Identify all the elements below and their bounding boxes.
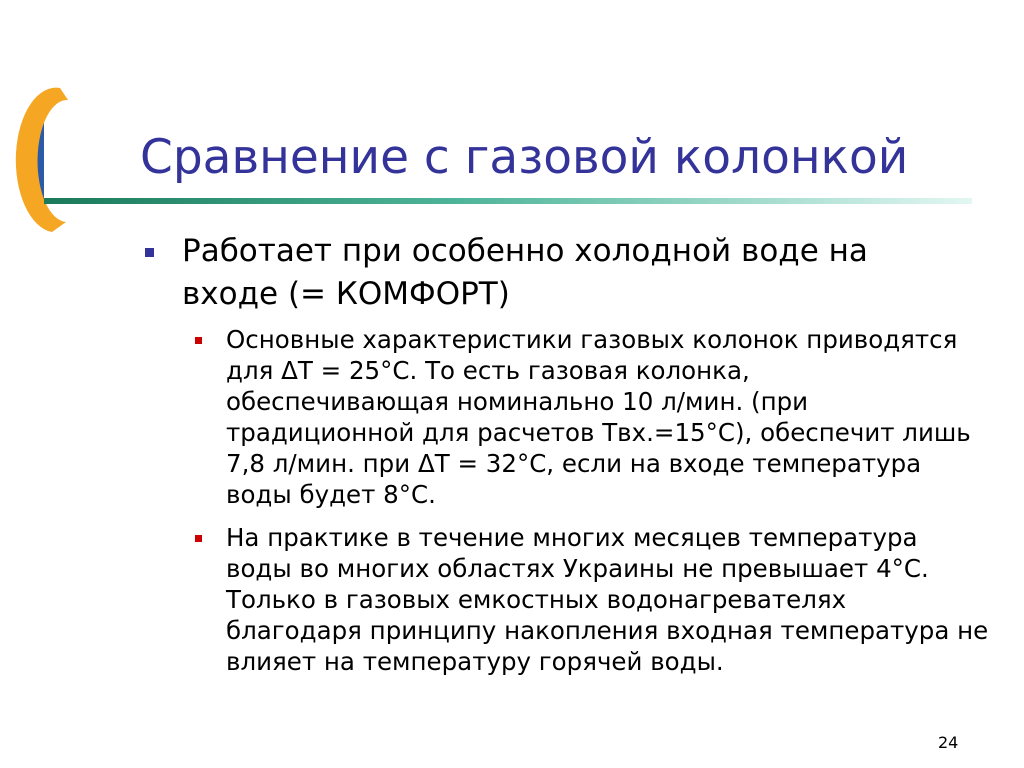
sub-bullet-list: [140, 324, 1000, 677]
sub-bullet-2: [140, 522, 1000, 677]
square-bullet-icon: [195, 535, 202, 542]
sub-bullet-1: [140, 324, 1000, 510]
title-decoration: [0, 0, 1024, 240]
sub-bullet-text: На практике в течение многих месяцев температура воды во многих областях Украины не превышает 4°С. Только в газовых емкостных водонагревателях благодаря принципу накопления входная температура не влияет на температуру горячей воды.: [226, 523, 989, 676]
slide-content: [140, 230, 1000, 689]
title-rule: [44, 198, 972, 204]
sub-bullet-text: Основные характеристики газовых колонок приводятся для ΔТ = 25°С. То есть газовая колонка, обеспечивающая номинально 10 л/мин. (при традиционной для расчетов Твх.=15°С), обеспечит лишь 7,8 л/мин. при ΔТ = 32°С, если на входе температура воды будет 8°С.: [226, 325, 971, 509]
slide-title: Сравнение с газовой колонкой: [140, 130, 909, 185]
main-bullet: [140, 230, 1000, 316]
page-number: 24: [938, 733, 959, 752]
square-bullet-icon: [145, 248, 154, 257]
main-bullet-text: Работает при особенно холодной воде на входе (= КОМФОРТ): [182, 233, 868, 312]
square-bullet-icon: [195, 337, 202, 344]
